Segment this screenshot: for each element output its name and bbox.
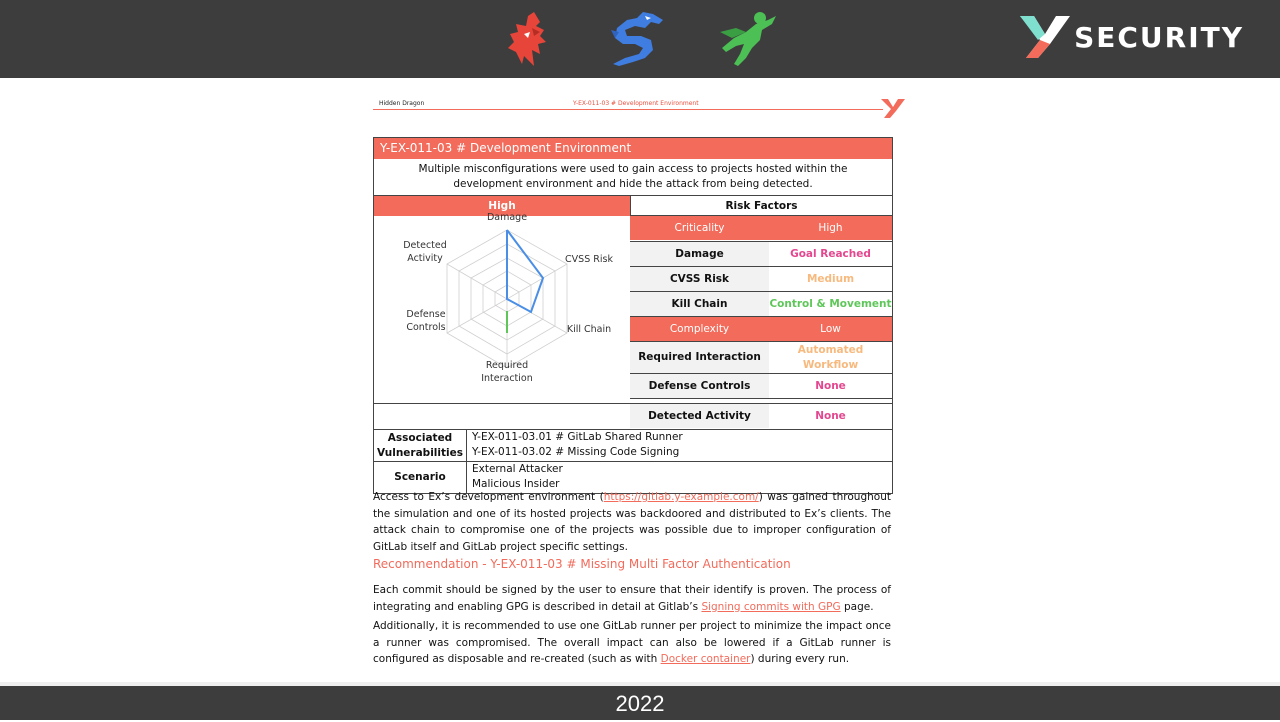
- gitlab-link[interactable]: https://gitlab.y-example.com/: [603, 491, 759, 503]
- finding-card: [373, 137, 893, 494]
- associated-label: Associated Vulnerabilities: [374, 430, 467, 461]
- radar-series-blue: [507, 230, 543, 312]
- severity-header: High: [374, 196, 630, 216]
- factor-value: Automated Workflow: [797, 344, 864, 371]
- factor-row-criticality: [630, 216, 892, 241]
- top-banner: [0, 0, 1280, 78]
- factor-row-complexity: [630, 316, 892, 341]
- radar-label-cvss: CVSS Risk: [565, 254, 613, 265]
- brand-y-icon: [1018, 12, 1072, 62]
- associated-item: Y-EX-011-03.01 # GitLab Shared Runner: [472, 431, 683, 443]
- associated-vulnerabilities-row: [374, 430, 892, 462]
- associated-list: [472, 430, 683, 460]
- footer-bar: [0, 686, 1280, 720]
- paragraph-signing: [373, 582, 891, 615]
- factor-row-detected-activity-wrap: [374, 404, 892, 430]
- factor-label: Defense Controls: [630, 374, 769, 398]
- paragraph-runner: [373, 618, 891, 668]
- factor-row-detected-activity: [630, 404, 892, 429]
- factor-row-kill-chain: [630, 291, 892, 316]
- paragraph-text: Access to Ex’s development environment (: [373, 491, 604, 503]
- factor-row-spacer: [630, 398, 892, 403]
- running-header-center: Y-EX-011-03 # Development Environment: [573, 100, 699, 107]
- radar-label-kill-chain: Kill Chain: [566, 324, 612, 335]
- factor-label: CVSS Risk: [630, 267, 769, 291]
- radar-label-detected-activity: Detected Activity: [403, 240, 447, 264]
- radar-label-damage: Damage: [486, 212, 528, 223]
- docker-link[interactable]: Docker container: [660, 653, 751, 665]
- factor-label: Damage: [630, 242, 769, 266]
- risk-grid: [374, 196, 892, 404]
- wolf-mascot-icon: [500, 8, 564, 72]
- factor-value: None: [815, 410, 846, 422]
- scenario-label: Scenario: [374, 462, 467, 493]
- paragraph-text: Each commit should be signed by the user to ensure that their identify is proven. The process of integrating and enabling GPG is described in detail at Gitlab’s: [373, 584, 891, 613]
- paragraph-text: page.: [840, 600, 874, 613]
- running-header: [373, 96, 905, 120]
- gpg-link[interactable]: Signing commits with GPG: [701, 600, 841, 613]
- finding-description: Multiple misconfigurations were used to gain access to projects hosted within the development environment and hide the attack from being detected.: [374, 159, 892, 196]
- factor-label: Required Interaction: [630, 342, 769, 373]
- paragraph-text: Additionally, it is recommended to use one GitLab runner per project to minimize the impact once a runner was compromised. The overall impact can also be lowered if a GitLab runner is configured as disposable and re-created (such as with: [373, 620, 891, 665]
- radar-label-defense-controls: Defense Controls: [406, 309, 446, 333]
- paragraph-text: ) during every run.: [750, 653, 850, 665]
- associated-item: Y-EX-011-03.02 # Missing Code Signing: [472, 446, 680, 458]
- factor-value: Medium: [806, 273, 855, 285]
- footer-year: 2022: [615, 691, 665, 716]
- factor-value: None: [815, 380, 846, 392]
- scenario-item: External Attacker: [472, 463, 563, 475]
- factor-row-damage: [630, 241, 892, 266]
- factor-label: Complexity: [630, 317, 769, 341]
- paragraph-text: ) was gained throughout the simulation and one of its hosted projects was backdoored and distributed to Ex’s clients. The attack chain to compromise one of the projects was possible due to improper configuration of GitLab itself and GitLab project specific settings.: [373, 491, 891, 553]
- brand-logo: [1018, 12, 1244, 62]
- factor-row-defense-controls: [630, 373, 892, 398]
- factor-value: Goal Reached: [790, 248, 871, 260]
- header-y-logo-icon: [881, 97, 905, 119]
- scenario-item: Malicious Insider: [472, 478, 560, 490]
- brand-name: SECURITY: [1074, 20, 1244, 54]
- factor-label: Criticality: [630, 216, 769, 240]
- header-rule: [373, 109, 883, 110]
- scenario-list: [472, 462, 563, 492]
- factor-label: Kill Chain: [630, 292, 769, 316]
- risk-factors-header: Risk Factors: [630, 196, 892, 216]
- paragraph-access: [373, 489, 891, 555]
- running-header-left: Hidden Dragon: [379, 100, 425, 107]
- recommendation-title: Recommendation - Y-EX-011-03 # Missing Multi Factor Authentication: [373, 557, 791, 571]
- factor-label: Detected Activity: [630, 404, 769, 428]
- dragon-mascot-icon: [605, 8, 669, 72]
- factor-value: High: [769, 216, 892, 240]
- finding-title: Y-EX-011-03 # Development Environment: [374, 138, 892, 159]
- radar-label-required-interaction: Required Interaction: [481, 360, 533, 384]
- hero-mascot-icon: [716, 8, 780, 72]
- factor-row-required-interaction: [630, 341, 892, 373]
- factor-value: Low: [769, 317, 892, 341]
- factor-row-cvss: [630, 266, 892, 291]
- factor-value: Control & Movement: [769, 298, 892, 310]
